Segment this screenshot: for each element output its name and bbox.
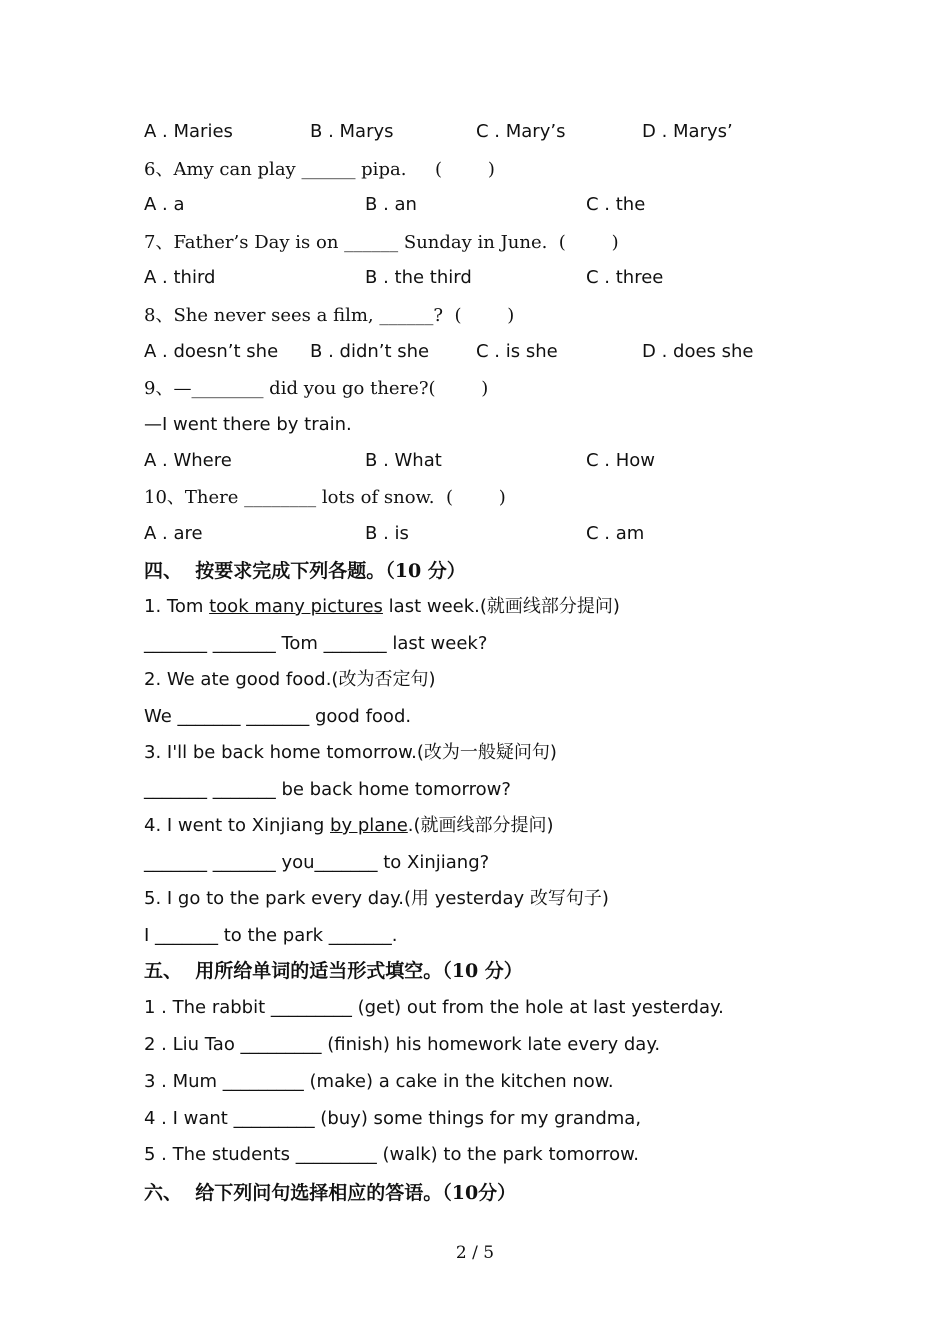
- s4-item-5: 5. I go to the park every day.(用 yesterday 改写句子): [144, 888, 609, 909]
- s4-item-2: 2. We ate good food.(改为否定句): [144, 669, 436, 690]
- q6-stem: 6、Amy can play ______ pipa. ( ): [144, 159, 495, 180]
- q9-option-a: A . Where: [144, 450, 232, 471]
- q9-option-b: B . What: [365, 450, 442, 471]
- q5-option-c: C . Mary’s: [476, 121, 566, 142]
- s4-item-3: 3. I'll be back home tomorrow.(改为一般疑问句): [144, 742, 557, 763]
- q8-option-c: C . is she: [476, 341, 558, 362]
- section-4-title: 四、 按要求完成下列各题。（10 分）: [144, 560, 466, 582]
- s4-item-1: 1. Tom took many pictures last week.(就画线部分提问): [144, 596, 620, 617]
- q8-option-b: B . didn’t she: [310, 341, 430, 362]
- q10-option-a: A . are: [144, 523, 203, 544]
- q6-option-c: C . the: [586, 194, 646, 215]
- q9-option-c: C . How: [586, 450, 656, 471]
- s5-item-4: 4 . I want _________ (buy) some things for my grandma,: [144, 1108, 642, 1129]
- q8-stem: 8、She never sees a film, ______? ( ): [144, 305, 515, 326]
- s4-answer-4: _______ _______ you_______ to Xinjiang?: [144, 852, 490, 873]
- section-6-title: 六、 给下列问句选择相应的答语。（10分）: [144, 1182, 517, 1204]
- q10-option-c: C . am: [586, 523, 645, 544]
- q9-reply: —I went there by train.: [144, 414, 352, 435]
- q6-option-a: A . a: [144, 194, 185, 215]
- q7-stem: 7、Father’s Day is on ______ Sunday in June. ( ): [144, 232, 619, 253]
- q5-option-a: A . Maries: [144, 121, 233, 142]
- s5-item-2: 2 . Liu Tao _________ (finish) his homework late every day.: [144, 1034, 661, 1055]
- s5-item-1: 1 . The rabbit _________ (get) out from the hole at last yesterday.: [144, 997, 724, 1018]
- q5-option-b: B . Marys: [310, 121, 394, 142]
- s5-item-3: 3 . Mum _________ (make) a cake in the kitchen now.: [144, 1071, 614, 1092]
- q7-option-c: C . three: [586, 267, 664, 288]
- q8-option-a: A . doesn’t she: [144, 341, 279, 362]
- q8-option-d: D . does she: [642, 341, 754, 362]
- q9-stem: 9、—________ did you go there?( ): [144, 378, 489, 399]
- s5-item-5: 5 . The students _________ (walk) to the park tomorrow.: [144, 1144, 639, 1165]
- q10-option-b: B . is: [365, 523, 409, 544]
- s4-item-4: 4. I went to Xinjiang by plane.(就画线部分提问): [144, 815, 554, 836]
- q7-option-b: B . the third: [365, 267, 472, 288]
- s4-answer-2: We _______ _______ good food.: [144, 706, 412, 727]
- q7-option-a: A . third: [144, 267, 216, 288]
- s4-answer-1: _______ _______ Tom _______ last week?: [144, 633, 488, 654]
- page-number: 2 / 5: [455, 1243, 495, 1263]
- q5-option-d: D . Marys’: [642, 121, 733, 142]
- q10-stem: 10、There ________ lots of snow. ( ): [144, 487, 506, 508]
- s4-answer-3: _______ _______ be back home tomorrow?: [144, 779, 511, 800]
- q6-option-b: B . an: [365, 194, 417, 215]
- section-5-title: 五、 用所给单词的适当形式填空。（10 分）: [144, 960, 523, 982]
- s4-answer-5: I _______ to the park _______.: [144, 925, 398, 946]
